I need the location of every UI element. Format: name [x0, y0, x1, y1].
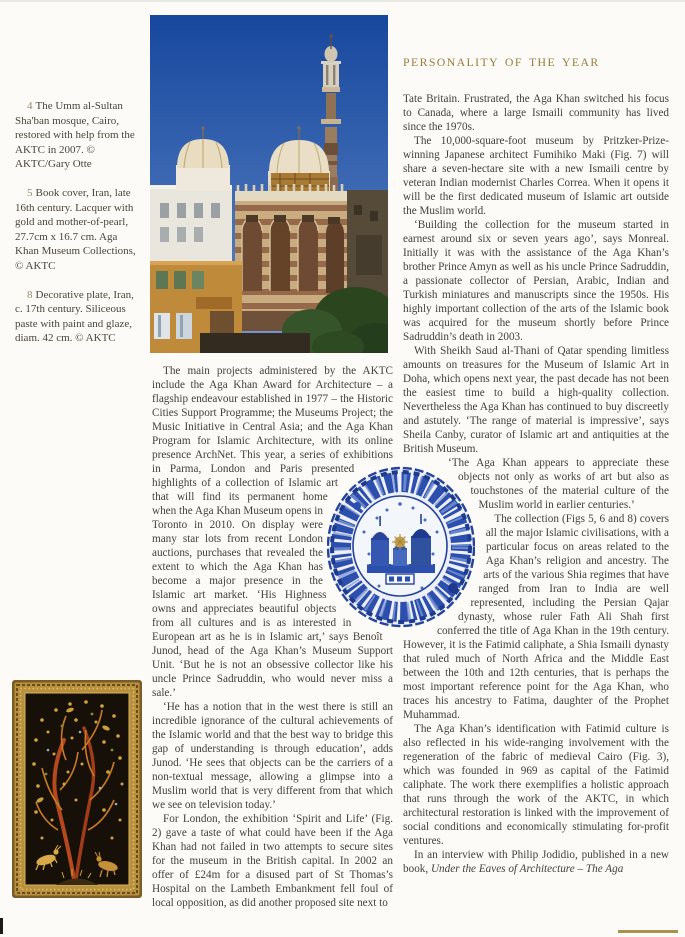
paragraph	[403, 848, 669, 876]
book-cover-art	[12, 680, 142, 898]
paragraph	[152, 700, 393, 812]
decorative-plate-photo	[327, 466, 475, 628]
caption-text: The Umm al-Sultan Sha'ban mosque, Cairo, restored with help from the AKTC in 2007. © AKTC/Gary Otte	[15, 100, 135, 171]
page-top-edge	[0, 0, 685, 2]
mosque-photo-art	[150, 15, 388, 353]
paragraph-text: In an interview with Philip Jodidio, published in a new book,	[403, 849, 669, 875]
book-cover-photo	[12, 680, 142, 898]
caption-column	[15, 99, 143, 360]
mosque-photo	[150, 15, 388, 353]
paragraph-text: The main projects administered by the AKTC include the Aga Khan Award for Architecture – a flagship endeavour established in 1977 – the Historic Cities Support Programme; the Museums Project; the Music Initiative in Central Asia; and the Aga Khan Program for Islamic Architecture, with its online presence ArchNet. This year, a series of exhibitions in Parma, London and Paris presented highlights of a collection of Islamic art that will find its permanent home when the Aga Khan Museum opens in Toronto in 2010. On display were many star lots from recent London auctions, purchases that revealed the extent to which the Aga Khan has become a major presence in the Islamic art market. ‘His Highness owns and appreciates beautiful objects from all cultures and is as interested in European art as he is in Islamic art,’ says Benoît Junod, head of the Aga Khan’s Museum Support Unit. ‘But he is not an obsessive collector like his uncle Prince Sadruddin, who would never miss a sale.’	[152, 365, 393, 699]
caption-fig8	[15, 288, 143, 346]
paragraph	[403, 134, 669, 218]
footer-gold-rule	[618, 930, 678, 933]
paragraph	[403, 722, 669, 848]
paragraph-text: Tate Britain. Frustrated, the Aga Khan switched his focus to Canada, where a large Ismaili community has lived since the 1970s.	[403, 93, 669, 133]
caption-number: 4	[27, 100, 33, 112]
caption-number: 8	[27, 288, 33, 301]
plate-art	[327, 466, 475, 628]
book-title: Under the Eaves of Architecture – The Aga	[430, 863, 624, 875]
paragraph	[403, 218, 669, 344]
caption-text: Decorative plate, Iran, c. 17th century. Siliceous paste with paint and glaze, diam. 42 cm. © AKTC	[15, 288, 134, 345]
paragraph-text: The 10,000-square-foot museum by Pritzker-Prize-winning Japanese architect Fumihiko Maki (Fig. 7) will share a seven-hectare site with a new Ismaili centre by veteran Indian modernist Charles Correa. When it opens it will be the first dedicated museum of Islamic art outside the Muslim world.	[403, 135, 669, 217]
caption-text: Book cover, Iran, late 16th century. Lacquer with gold and mother-of-pearl, 27.7cm x 16.7 cm. Aga Khan Museum Collections, © AKTC	[15, 186, 136, 272]
cover-field	[25, 693, 129, 885]
left-column	[152, 364, 393, 910]
paragraph-text: For London, the exhibition ‘Spirit and Life’ (Fig. 2) gave a taste of what could have been if the Aga Khan had not failed in two attempts to secure sites for the museum in the British capital. In 2002 an offer of £24m for a disused part of St Thomas’s Hospital on the Lambeth Embankment fell foul of local opposition, as did another proposed site next to	[152, 813, 393, 909]
paragraph	[403, 344, 669, 456]
section-heading: PERSONALITY OF THE YEAR	[403, 55, 600, 69]
paragraph-text: ‘The Aga Khan appears to appreciate these objects not only as works of art but also as touchstones of the material culture of the Muslim world in earlier centuries.’	[447, 457, 669, 511]
paragraph-text: The Aga Khan’s identification with Fatimid culture is also reflected in his wide-ranging involvement with the regeneration of the fabric of medieval Cairo (Fig. 3), which was founded in 969 as capital of the Fatimid caliphate. The work there exemplifies a holistic approach that runs through the work of the AKTC, in which architectural restoration is linked with the improvement of social conditions and economically stimulating for-profit ventures.	[403, 723, 669, 847]
paragraph	[403, 92, 669, 134]
left-white-building	[150, 185, 232, 265]
caption-number: 5	[27, 186, 33, 199]
paragraph	[152, 812, 393, 910]
paragraph-text: The collection (Figs 5, 6 and 8) covers all the major Islamic civilisations, with a particular focus on areas related to the Aga Khan’s religion and ancestry. The arts of the various Shia regimes that have ranged from Iran to India are well represented, including the Persian Qajar dynasty, whose ruler Fath Ali Shah first conferred the title of Aga Khan in the 19th century. However, it is the Fatimid caliphate, a Shia Ismaili dynasty that ruled much of North Africa and the Middle East between the 10th and 12th centuries, that is perhaps the most important reference point for the Aga Khan, who traces his ancestry to Fatima, daughter of the Prophet Muhammad.	[403, 513, 669, 721]
page-edge-tick	[0, 918, 3, 934]
paragraph-text: ‘Building the collection for the museum started in earnest around six or seven years ago’, says Monreal. Initially it was with the assistance of the Aga Khan’s brother Prince Amyn as well as his uncle Prince Sadruddin, a passionate collector of Persian, Arabic, Indian and Turkish miniatures and manuscripts since the 1950s. His highly important collection of the arts of the Islamic book was acquired for the museum shortly before Prince Sadruddin’s death in 2003.	[403, 219, 669, 343]
paragraph-text: ‘He has a notion that in the west there is still an incredible ignorance of the cultural achievements of the Islamic world and that the best way to bridge this gap of understanding is through education’, adds Junod. ‘He sees that objects can be the carriers of a non-textual message, allowing a glimpse into a Muslim world that is very different from that which we see on television today.’	[152, 701, 393, 811]
caption-fig5	[15, 186, 143, 274]
caption-fig4	[15, 99, 143, 172]
paragraph-text: With Sheikh Saud al-Thani of Qatar spending limitless amounts on treasures for the Museum of Islamic Art in Doha, which opens next year, the past decade has not been the easiest time to build a high-quality collection. Nevertheless the Aga Khan has continued to buy discreetly and astutely. ‘The range of material is impressive’, says Sheila Canby, curator of Islamic art and antiquities at the British Museum.	[403, 345, 669, 455]
